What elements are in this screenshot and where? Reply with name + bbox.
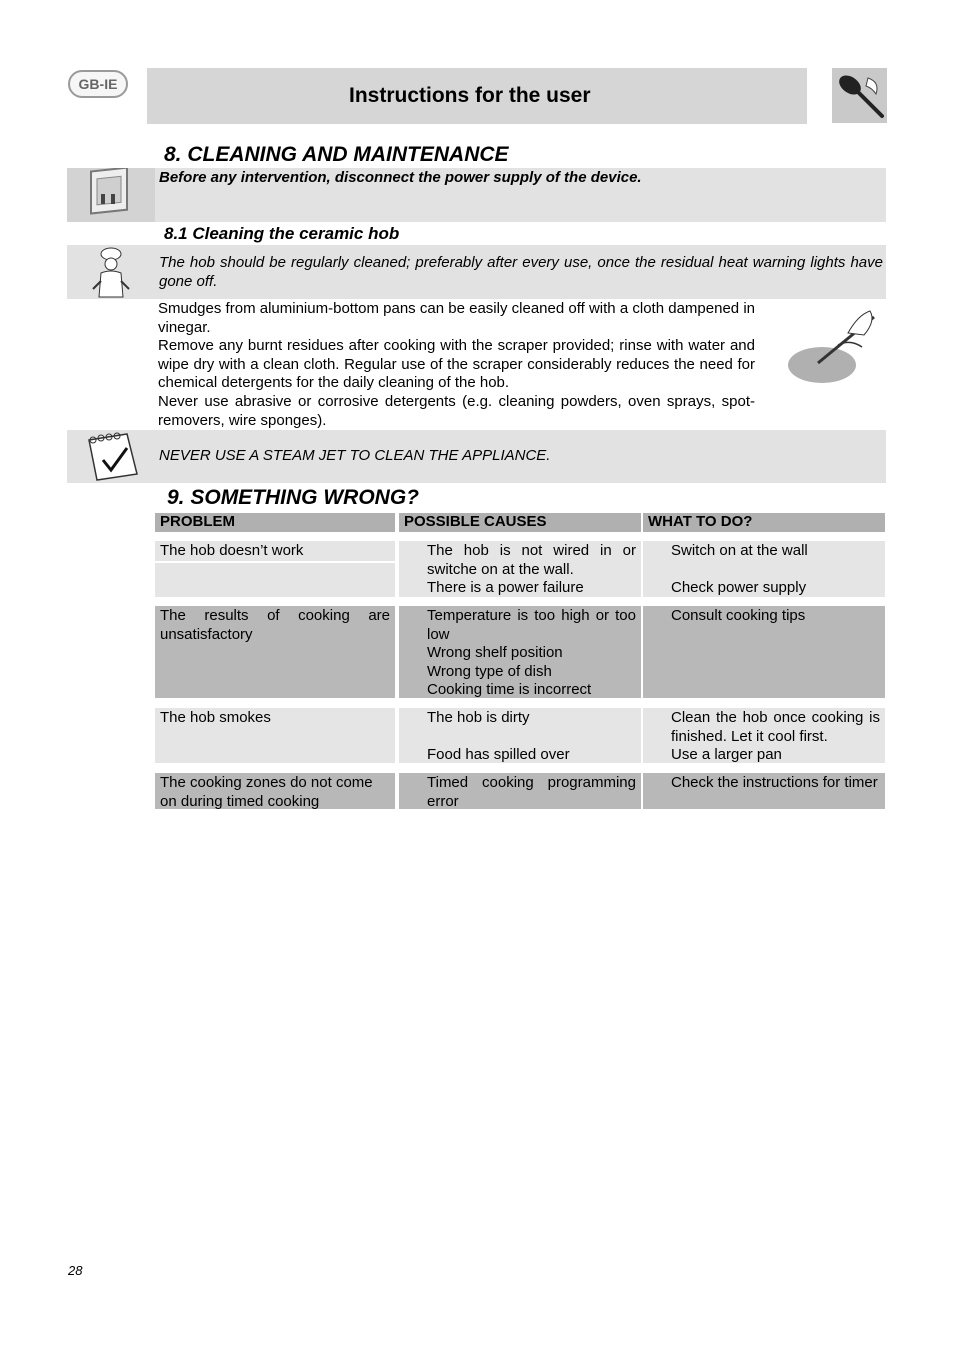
cleaning-paragraph-2: Remove any burnt residues after cooking with the scraper provided; rinse with water and wipe dry with a clean cloth. Regular use of the scraper considerably reduces the need for chemical detergents for the daily cleaning of the hob.	[158, 337, 755, 392]
problem-text: The cooking zones do not come on during timed cooking	[160, 774, 373, 810]
cause-text: The hob is not wired in or switche on at the wall.	[427, 542, 636, 578]
spoon-icon	[832, 68, 887, 123]
cause-text: There is a power failure	[427, 579, 584, 597]
chef-icon	[67, 245, 155, 299]
cause-text: The hob is dirty	[427, 709, 530, 726]
actions-cell	[643, 773, 885, 809]
causes-cell	[399, 606, 641, 698]
cause-text: Timed cooking programming error	[427, 774, 636, 810]
cause-text: Food has spilled over	[427, 746, 570, 764]
problem-cell	[155, 773, 395, 809]
action-text: Check power supply	[671, 579, 807, 597]
cause-text: Temperature is too high or too low	[427, 607, 636, 643]
column-header-action: WHAT TO DO?	[643, 513, 885, 532]
column-header-problem: PROBLEM	[155, 513, 395, 532]
scraper-icon	[778, 305, 886, 391]
steam-warning-text: NEVER USE A STEAM JET TO CLEAN THE APPLIANCE.	[159, 447, 551, 464]
cause-text: Cooking time is incorrect	[427, 681, 592, 699]
actions-cell	[643, 541, 885, 597]
action-text: Switch on at the wall	[671, 542, 808, 559]
language-badge: GB-IE	[68, 70, 128, 98]
cause-text: Wrong type of dish	[427, 662, 552, 680]
causes-cell	[399, 708, 641, 763]
causes-cell	[399, 773, 641, 809]
problem-text: The results of cooking are unsatisfactory	[160, 607, 390, 643]
problem-text: The hob smokes	[160, 709, 271, 726]
action-text: Clean the hob once cooking is finished. Let it cool first.	[671, 709, 880, 745]
cleaning-paragraph-1: Smudges from aluminium-bottom pans can be easily cleaned off with a cloth dampened in vinegar.	[158, 300, 755, 336]
actions-cell	[643, 708, 885, 763]
section-8-title: 8. CLEANING AND MAINTENANCE	[164, 143, 509, 166]
warning-text: Before any intervention, disconnect the power supply of the device.	[159, 169, 642, 186]
cleaning-paragraph-3: Never use abrasive or corrosive detergents (e.g. cleaning powders, oven sprays, spot-removers, wire sponges).	[158, 393, 755, 429]
problem-cell	[155, 708, 395, 763]
problem-text: The hob doesn’t work	[155, 542, 395, 563]
section-9-title: 9. SOMETHING WRONG?	[167, 486, 419, 509]
section-8-1-title: 8.1 Cleaning the ceramic hob	[164, 224, 400, 243]
actions-cell	[643, 606, 885, 698]
column-header-causes: POSSIBLE CAUSES	[399, 513, 641, 532]
problem-cell	[155, 606, 395, 698]
cause-text: Wrong shelf position	[427, 644, 563, 662]
problem-cell	[155, 541, 395, 597]
page-title: Instructions for the user	[349, 84, 591, 107]
page-number: 28	[68, 1263, 83, 1278]
action-text: Consult cooking tips	[671, 607, 806, 624]
causes-cell	[399, 541, 641, 597]
socket-icon	[67, 168, 155, 222]
action-text: Use a larger pan	[671, 746, 782, 764]
notepad-icon	[67, 430, 155, 483]
tip-text: The hob should be regularly cleaned; preferably after every use, once the residual heat warning lights have gone off.	[159, 254, 883, 290]
action-text: Check the instructions for timer	[671, 774, 878, 791]
